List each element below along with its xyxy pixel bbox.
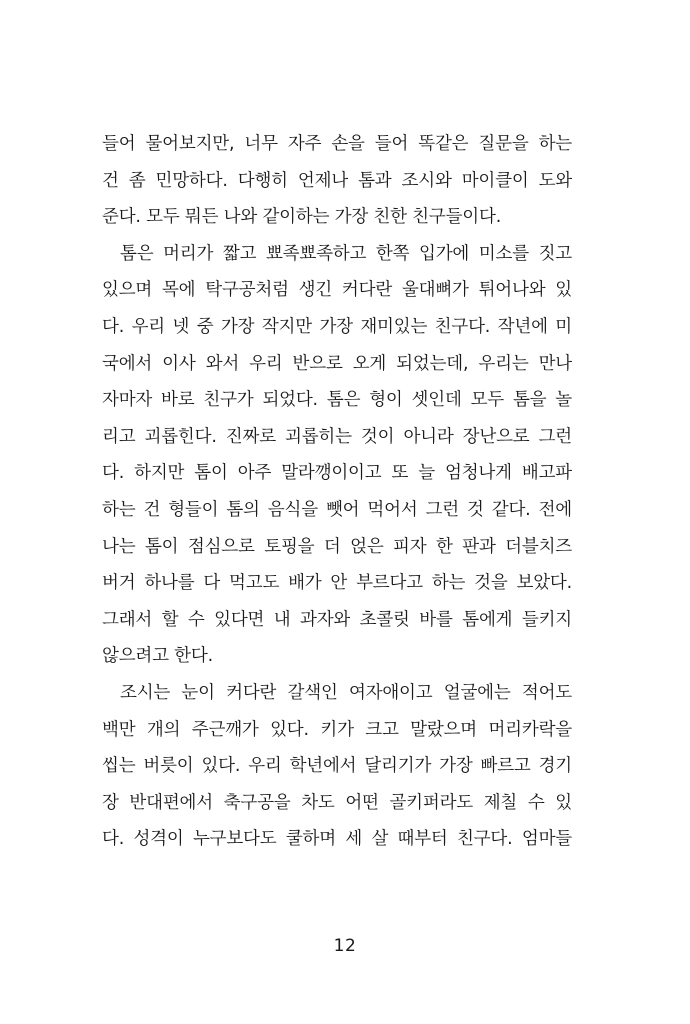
text-line: 백만 개의 주근깨가 있다. 키가 크고 말랐으며 머리카락을 — [102, 719, 572, 740]
text-line: 조시는 눈이 커다란 갈색인 여자애이고 얼굴에는 적어도 — [120, 682, 572, 703]
text-line: 다. 우리 넷 중 가장 작지만 가장 재미있는 친구다. 작년에 미 — [102, 316, 572, 337]
text-line: 국에서 이사 와서 우리 반으로 오게 되었는데, 우리는 만나 — [102, 353, 572, 374]
text-line: 자마자 바로 친구가 되었다. 톰은 형이 셋인데 모두 톰을 놀 — [102, 390, 572, 411]
page-number: 12 — [333, 936, 357, 956]
text-line: 준다. 모두 뭐든 나와 같이하는 가장 친한 친구들이다. — [102, 207, 502, 228]
text-line: 건 좀 민망하다. 다행히 언제나 톰과 조시와 마이클이 도와 — [102, 170, 572, 191]
text-line: 리고 괴롭힌다. 진짜로 괴롭히는 것이 아니라 장난으로 그런 — [102, 426, 572, 447]
text-line: 나는 톰이 점심으로 토핑을 더 얹은 피자 한 판과 더블치즈 — [102, 536, 572, 557]
text-line: 장 반대편에서 축구공을 차도 어떤 골키퍼라도 제칠 수 있 — [102, 792, 572, 813]
text-line: 않으려고 한다. — [102, 646, 213, 667]
text-line: 그래서 할 수 있다면 내 과자와 초콜릿 바를 톰에게 들키지 — [102, 609, 572, 630]
text-line: 씹는 버릇이 있다. 우리 학년에서 달리기가 가장 빠르고 경기 — [102, 756, 572, 777]
text-line: 버거 하나를 다 먹고도 배가 안 부르다고 하는 것을 보았다. — [102, 573, 572, 594]
text-line: 톰은 머리가 짧고 뾰족뾰족하고 한쪽 입가에 미소를 짓고 — [120, 243, 572, 264]
text-line: 다. 하지만 톰이 아주 말라깽이이고 또 늘 엄청나게 배고파 — [102, 463, 572, 484]
body-text — [102, 126, 572, 858]
text-line: 하는 건 형들이 톰의 음식을 뺏어 먹어서 그런 것 같다. 전에 — [102, 499, 572, 520]
text-line: 다. 성격이 누구보다도 쿨하며 세 살 때부터 친구다. 엄마들 — [102, 829, 572, 850]
text-line: 있으며 목에 탁구공처럼 생긴 커다란 울대뼈가 튀어나와 있 — [102, 280, 572, 301]
text-line: 들어 물어보지만, 너무 자주 손을 들어 똑같은 질문을 하는 — [102, 134, 572, 154]
